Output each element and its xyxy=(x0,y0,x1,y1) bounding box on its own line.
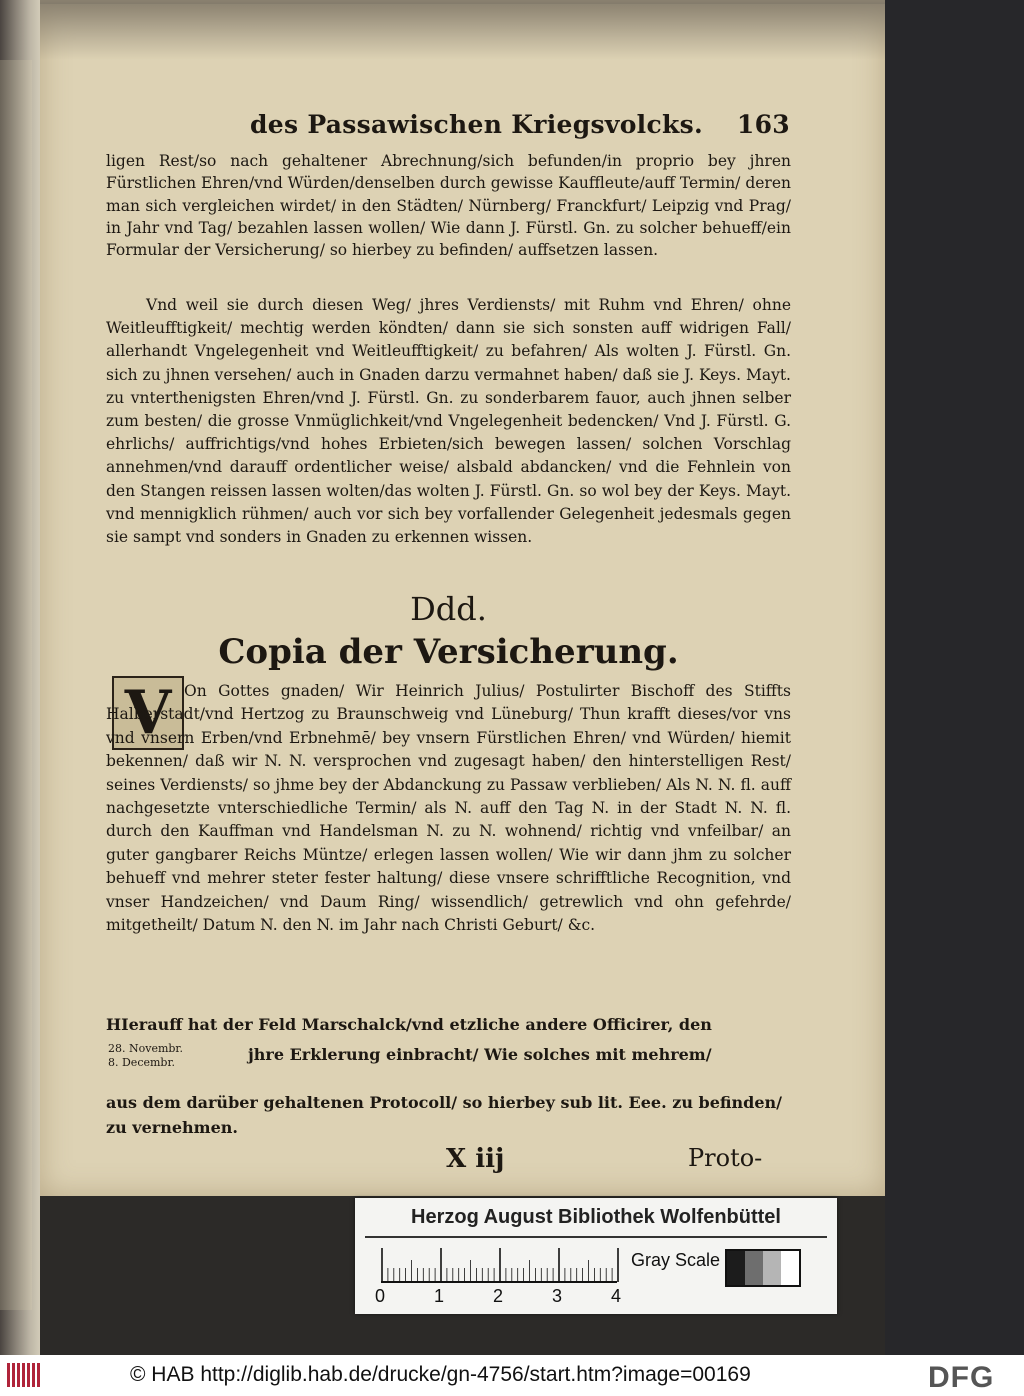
paragraph-4-first-line xyxy=(106,1012,791,1037)
ruler-number: 0 xyxy=(375,1286,386,1306)
margin-note xyxy=(108,1042,183,1070)
running-head-title: des Passawischen Kriegsvolcks. xyxy=(250,110,703,139)
ruler-numbers xyxy=(375,1286,675,1308)
hab-logo-icon xyxy=(6,1361,44,1389)
scan-background xyxy=(885,0,1024,1355)
ruler-number: 4 xyxy=(611,1286,622,1306)
margin-note-line2: 8. Decembr. xyxy=(108,1056,176,1069)
page-number: 163 xyxy=(736,110,790,139)
gray-swatch xyxy=(727,1251,745,1285)
running-head xyxy=(250,110,790,150)
paragraph-2 xyxy=(106,294,791,549)
signature-mark: X iij xyxy=(446,1144,505,1174)
ruler-number: 1 xyxy=(434,1286,445,1306)
paragraph-3 xyxy=(106,680,791,937)
paragraph-4-line1: HIerauff hat der Feld Marschalck/vnd etzliche andere Officirer, den xyxy=(106,1015,712,1034)
gray-scale-bar xyxy=(725,1249,801,1287)
page-shadow xyxy=(40,0,885,60)
ruler-number: 2 xyxy=(493,1286,504,1306)
paragraph-1-text: ligen Rest/so nach gehaltener Abrechnung/sich befunden/in proprio bey jhren Fürstlichen Ehren/vnd Würden/denselben durch gewisse Kauffleute/auff Termin/ deren man sich vergleichen wirdet/ in den Städten/ Nürnberg/ Franckfurt/ Leipzig vnd Prag/ in Jahr vnd Tag/ bezahlen lassen wollen/ Wie dann J. Fürstl. Gn. zu solcher behueff/ein Formular der Versicherung/ so hierbey zu befinden/ auffsetzen lassen. xyxy=(106,152,791,260)
paragraph-4-second-line: jhre Erklerung einbracht/ Wie solches mit mehrem/ xyxy=(248,1045,712,1064)
catchword: Proto- xyxy=(688,1144,763,1172)
paragraph-4-rest: aus dem darüber gehaltenen Protocoll/ so hierbey sub lit. Eee. zu befinden/ zu vernehmen. xyxy=(106,1093,782,1137)
library-card xyxy=(355,1198,837,1314)
gray-swatch xyxy=(745,1251,763,1285)
paragraph-1 xyxy=(106,150,791,261)
footer-bar xyxy=(0,1355,1024,1396)
card-title: Herzog August Bibliothek Wolfenbüttel xyxy=(411,1206,781,1228)
signature-ddd: Ddd. xyxy=(410,590,487,628)
footer-credit: © HAB http://diglib.hab.de/drucke/gn-4756/start.htm?image=00169 xyxy=(130,1363,751,1386)
ruler-number: 3 xyxy=(552,1286,563,1306)
dfg-logo: DFG xyxy=(928,1361,995,1394)
paragraph-3-text: On Gottes gnaden/ Wir Heinrich Julius/ Postulirter Bischoff des Stiffts Halberstadt/vnd Hertzog zu Braunschweig vnd Lüneburg/ Thun krafft dieses/vor vns vnd vnsern Erben/vnd Erbnehmē/ bey vnsern Fürstlichen Ehren/ vnd Würden/ hiemit bekennen/ daß wir N. N. versprochen vnd zugesagt haben/ den hinterstelligen Rest/ seines Verdiensts/ so jhme bey der Abdanckung zu Passaw verblieben/ Als N. N. fl. auff nachgesetzte vnterschiedliche Termin/ als N. auff den Tag N. in der Stadt N. N. fl. durch den Kauffman vnd Handelsman N. zu N. wohnend/ richtig vnd vnfeilbar/ an guter gangbarer Reichs Müntze/ erlegen lassen wollen/ Wie wir dann jhm zu solcher behueff vnd mehrer steter fester haltung/ diese vnsere schrifftliche Recognition, vnd vnser Handzeichen/ vnd Daum Ring/ wissendlich/ getrewlich vnd ohn gefehrde/ mitgetheilt/ Datum N. den N. im Jahr nach Christi Geburt/ &c. xyxy=(106,682,791,935)
gray-scale-label: Gray Scale xyxy=(631,1250,721,1270)
dropcap-letter: V xyxy=(124,678,172,748)
ruler xyxy=(381,1246,641,1284)
gray-swatch xyxy=(781,1251,799,1285)
paragraph-2-text: Vnd weil sie durch diesen Weg/ jhres Verdiensts/ mit Ruhm vnd Ehren/ ohne Weitleufftigkeit/ mechtig werden köndten/ dann sie sich sonsten auff widrigen Fall/ allerhandt Vngelegenheit vnd Weitleufftigkeit/ zu befahren/ Als wolten J. Fürstl. Gn. sich zu jhnen versehen/ auch in Gnaden darzu vermahnet haben/ daß sie J. Keys. Mayt. zu vnterthenigsten Ehren/vnd J. Fürstl. Gn. zu sonderbarem fauor, auch jhnen selber zum besten/ die grosse Vnmüglichkeit/vnd Vngelegenheit bedencken/ Vnd J. Fürstl. G. ehrlichs/ auffrichtigs/vnd hohes Erbieten/sich bewegen lassen/ solchen Vorschlag annehmen/vnd darauff ordentlicher weise/ alsbald abdancken/ vnd die Fehnlein von den Stangen reissen lassen wolten/das wolten J. Fürstl. Gn. so wol bey der Keys. Mayt. vnd mennigklich rühmen/ auch vor sich bey vorfallender Gelegenheit jedesmals gegen sie sampt vnd sonders in Gnaden zu erkennen wissen. xyxy=(106,296,791,547)
gray-swatch xyxy=(763,1251,781,1285)
margin-note-line1: 28. Novembr. xyxy=(108,1042,183,1055)
card-divider xyxy=(365,1236,827,1238)
adjacent-page-edge xyxy=(0,60,32,1310)
section-title: Copia der Versicherung. xyxy=(218,632,679,672)
